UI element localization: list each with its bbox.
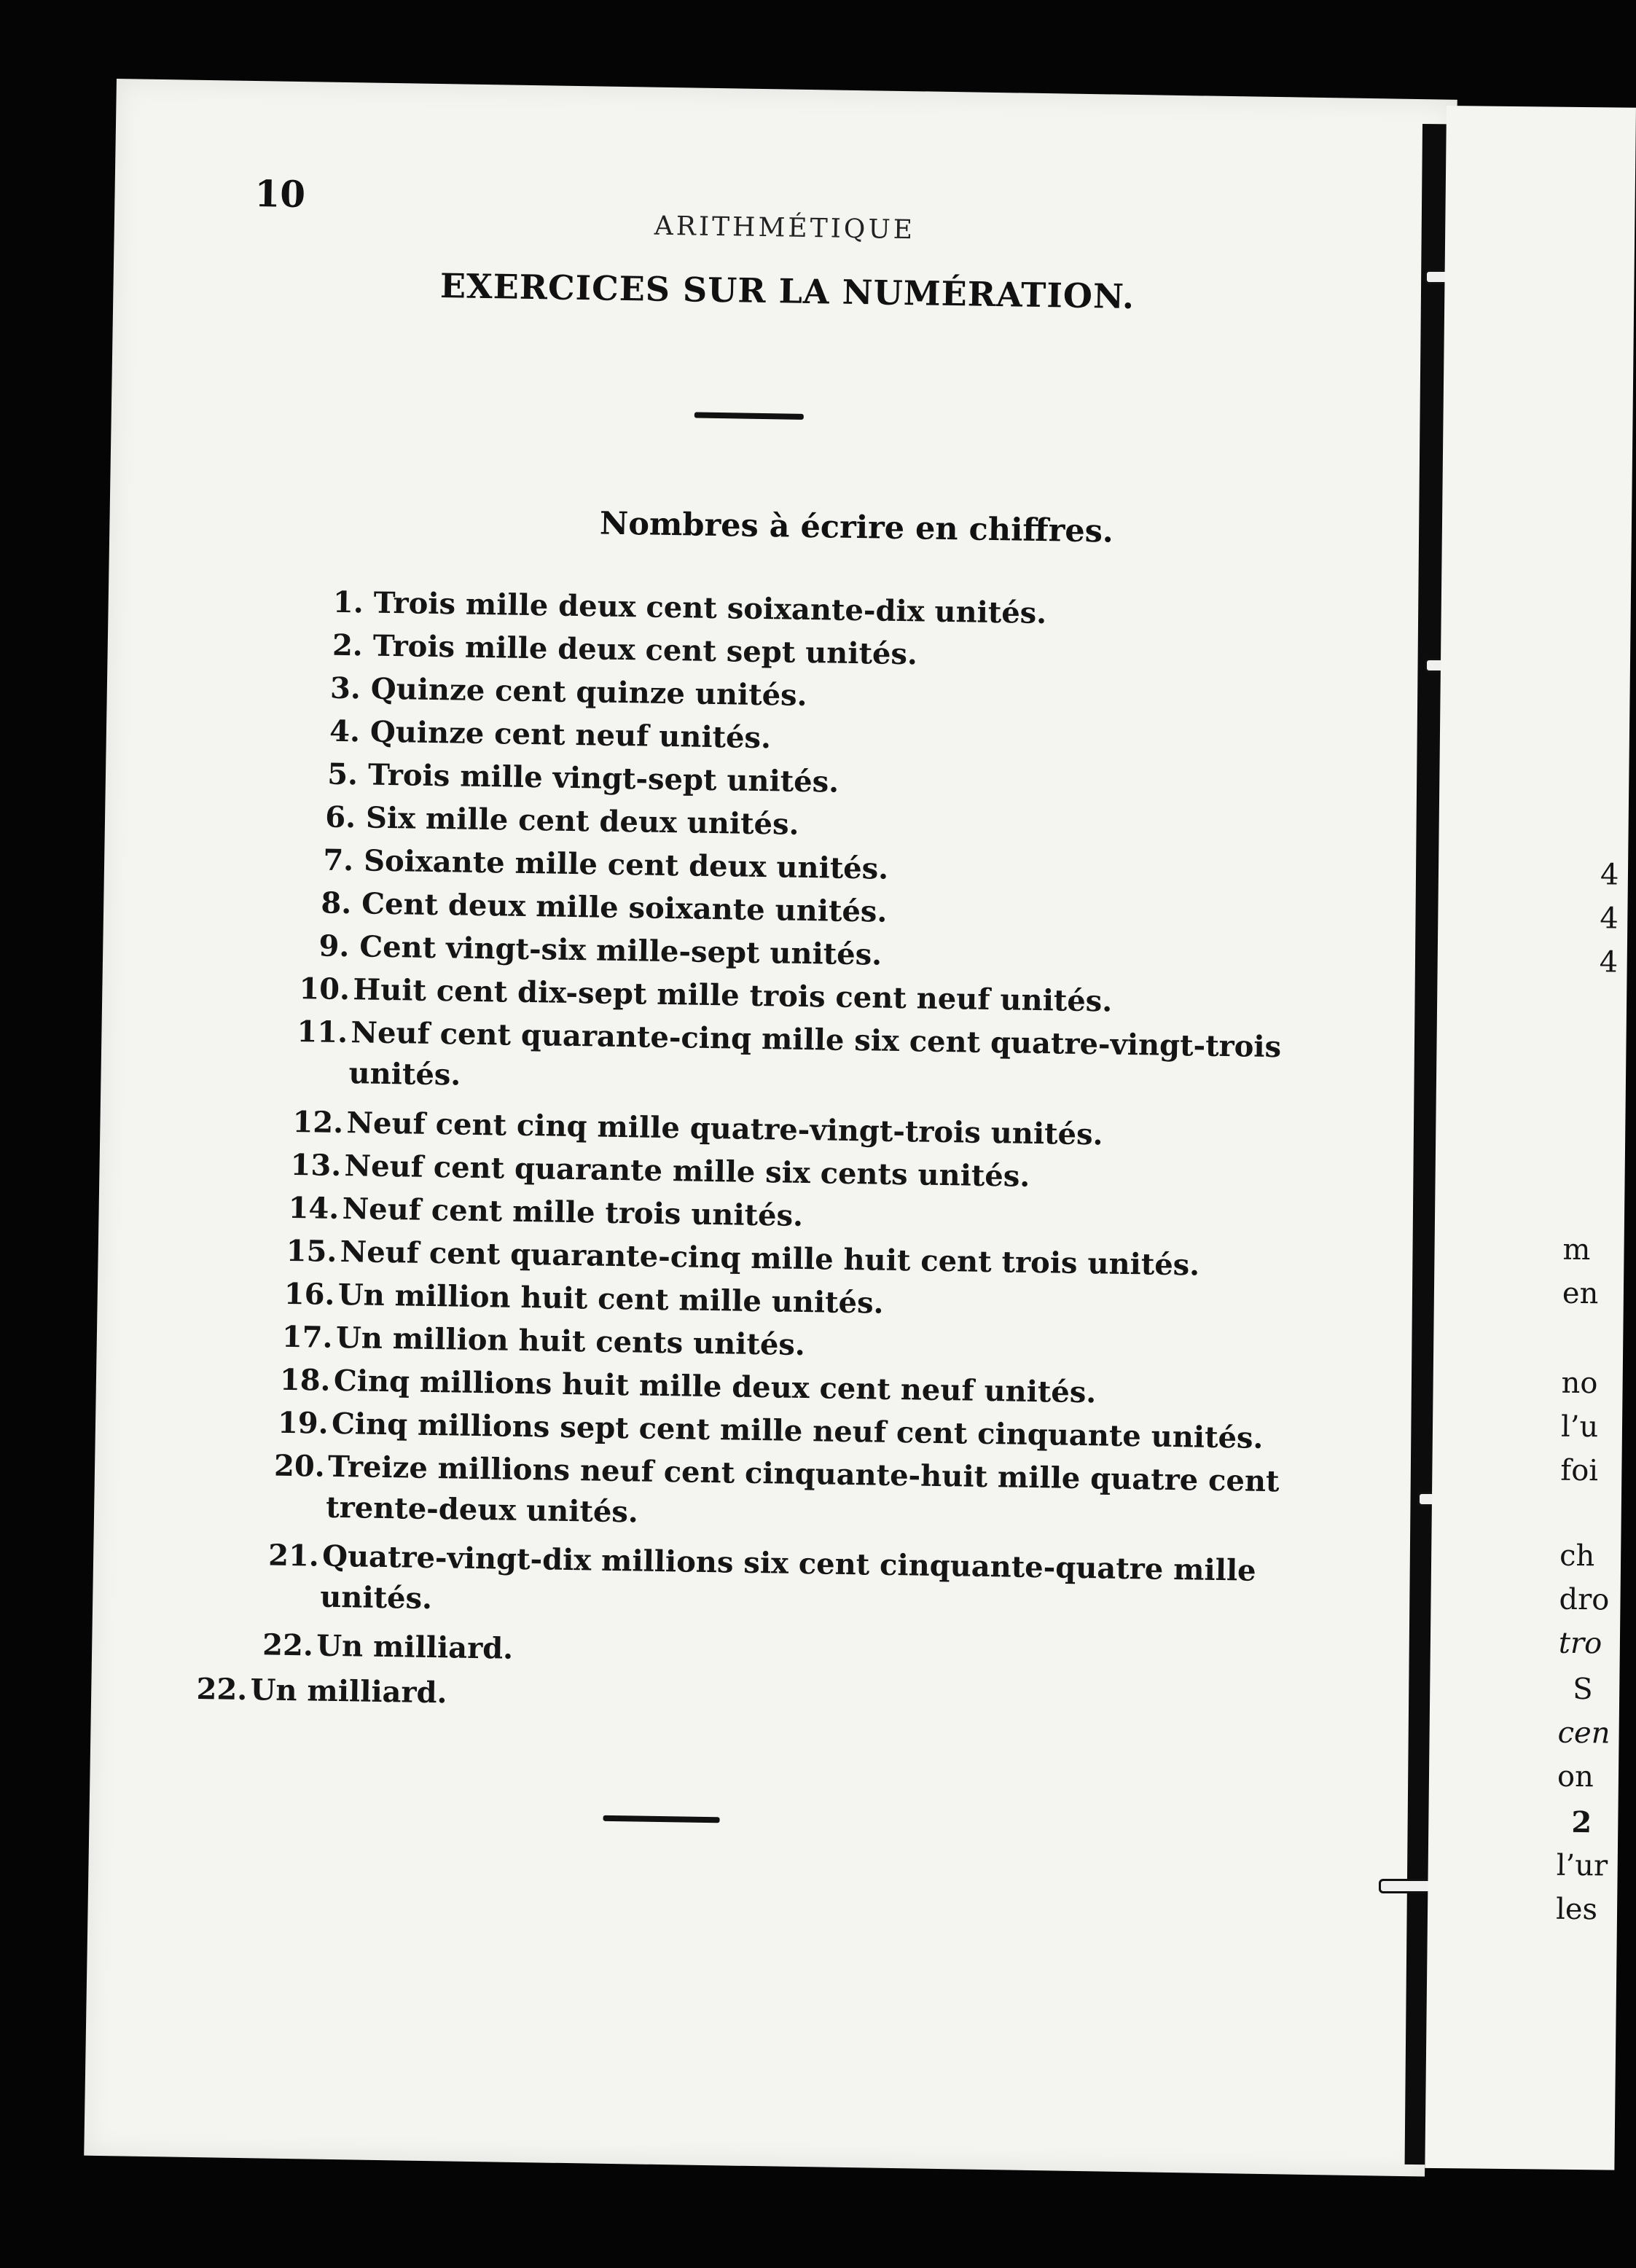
facing-fragment: 4 bbox=[1600, 902, 1619, 936]
exercise-number: 21. bbox=[267, 1538, 320, 1573]
binding-stitch bbox=[1379, 1879, 1434, 1893]
exercise-number: 5. bbox=[326, 756, 359, 792]
exercise-text: Huit cent dix-sept mille trois cent neuf unités. bbox=[353, 972, 1113, 1019]
list-item bbox=[286, 1234, 1199, 1283]
list-item bbox=[292, 1105, 1103, 1151]
exercise-text: Neuf cent quarante mille six cents unités. bbox=[344, 1149, 1030, 1194]
list-item bbox=[283, 1277, 883, 1321]
exercise-text: Six mille cent deux unités. bbox=[365, 800, 799, 842]
page-title: EXERCICES SUR LA NUMÉRATION. bbox=[439, 266, 1135, 316]
list-item bbox=[278, 1406, 1264, 1455]
facing-fragment: l’u bbox=[1560, 1409, 1599, 1444]
exercise-number: 13. bbox=[290, 1147, 342, 1184]
exercise-text: Quatre-vingt-dix millions six cent cinquante-quatre mille bbox=[321, 1538, 1256, 1588]
facing-fragment: l’ur bbox=[1556, 1848, 1608, 1883]
list-item bbox=[310, 842, 889, 885]
running-head: ARITHMÉTIQUE bbox=[654, 211, 916, 246]
exercise-number: 12. bbox=[292, 1104, 344, 1141]
facing-fragment: dro bbox=[1559, 1582, 1610, 1617]
list-item-continuation: unités. bbox=[319, 1579, 433, 1616]
list-item bbox=[314, 756, 839, 799]
list-item bbox=[288, 1191, 803, 1233]
facing-fragment: 2 bbox=[1571, 1804, 1592, 1840]
facing-fragment: no bbox=[1561, 1366, 1598, 1401]
exercise-text: Treize millions neuf cent cinquante-huit mille quatre cent bbox=[327, 1449, 1280, 1499]
list-item bbox=[268, 1538, 1256, 1588]
exercise-number: 16. bbox=[283, 1276, 335, 1312]
exercise-number: 6. bbox=[324, 799, 356, 835]
facing-fragment: les bbox=[1555, 1892, 1598, 1927]
exercise-text: Cent deux mille soixante unités. bbox=[361, 886, 888, 929]
section-title: Nombres à écrire en chiffres. bbox=[599, 505, 1114, 550]
exercise-number: 4. bbox=[329, 713, 361, 749]
exercise-number: 17. bbox=[281, 1319, 333, 1355]
facing-fragment: on bbox=[1557, 1759, 1594, 1794]
exercise-number: 15. bbox=[286, 1233, 337, 1269]
exercise-number: 1. bbox=[332, 584, 364, 620]
exercise-text: Trois mille deux cent soixante-dix unités. bbox=[373, 585, 1047, 631]
exercise-number: 2. bbox=[332, 627, 364, 663]
facing-fragment: 4 bbox=[1599, 945, 1619, 979]
exercise-number: 9. bbox=[318, 928, 350, 964]
exercise-text: Trois mille vingt-sept unités. bbox=[367, 757, 839, 799]
exercise-number: 22. bbox=[262, 1627, 314, 1663]
list-item bbox=[290, 1148, 1030, 1194]
list-item bbox=[319, 584, 1046, 630]
facing-fragment: tro bbox=[1558, 1626, 1602, 1661]
facing-fragment: S bbox=[1573, 1672, 1593, 1707]
facing-fragment: ch bbox=[1559, 1538, 1595, 1573]
exercise-text: Un milliard. bbox=[316, 1628, 514, 1666]
bottom-divider-rule bbox=[603, 1815, 720, 1823]
exercise-number: 20. bbox=[273, 1448, 326, 1484]
exercise-number: 22. bbox=[196, 1672, 248, 1708]
facing-fragment: cen bbox=[1557, 1716, 1610, 1751]
exercise-text: Neuf cent mille trois unités. bbox=[342, 1192, 804, 1233]
list-item-continuation: unités. bbox=[348, 1056, 461, 1092]
exercise-text: Soixante mille cent deux unités. bbox=[363, 843, 889, 886]
facing-page bbox=[1425, 106, 1636, 2170]
exercise-number: 11. bbox=[297, 1014, 348, 1050]
list-item bbox=[262, 1627, 514, 1665]
exercise-text: Un milliard. bbox=[250, 1673, 447, 1710]
list-item-continuation: trente-deux unités. bbox=[325, 1490, 639, 1530]
facing-fragment: en bbox=[1562, 1276, 1599, 1311]
top-divider-rule bbox=[694, 412, 804, 420]
exercise-text: Cinq millions sept cent mille neuf cent cinquante unités. bbox=[331, 1406, 1264, 1455]
list-item bbox=[308, 885, 888, 928]
page-number: 10 bbox=[254, 172, 306, 216]
exercise-text: Cent vingt-six mille-sept unités. bbox=[359, 929, 882, 972]
list-item bbox=[299, 971, 1113, 1019]
list-item bbox=[297, 1014, 1281, 1064]
exercise-text: Quinze cent neuf unités. bbox=[369, 714, 772, 756]
list-item bbox=[196, 1672, 447, 1710]
list-item bbox=[316, 713, 772, 755]
list-item bbox=[317, 670, 807, 713]
exercise-text: Un million huit cents unités. bbox=[335, 1320, 806, 1363]
exercise-text: Cinq millions huit mille deux cent neuf unités. bbox=[333, 1363, 1097, 1410]
exercise-number: 19. bbox=[277, 1405, 329, 1441]
exercise-text: Quinze cent quinze unités. bbox=[370, 671, 807, 713]
exercise-number: 10. bbox=[299, 971, 351, 1007]
exercise-text: Neuf cent cinq mille quatre-vingt-trois unités. bbox=[346, 1106, 1103, 1152]
exercise-text: Neuf cent quarante-cinq mille huit cent trois unités. bbox=[340, 1235, 1200, 1283]
exercise-number: 3. bbox=[329, 670, 361, 706]
exercise-text: Neuf cent quarante-cinq mille six cent quatre-vingt-trois bbox=[351, 1015, 1282, 1065]
exercise-number: 8. bbox=[321, 885, 352, 921]
facing-fragment: 4 bbox=[1600, 858, 1619, 892]
exercise-number: 18. bbox=[279, 1362, 331, 1398]
list-item bbox=[280, 1363, 1097, 1410]
exercise-text: Trois mille deux cent sept unités. bbox=[372, 628, 918, 672]
exercise-text: Un million huit cent mille unités. bbox=[337, 1277, 884, 1321]
facing-fragment: m bbox=[1562, 1232, 1591, 1267]
list-item bbox=[312, 799, 799, 841]
book-page bbox=[84, 79, 1457, 2177]
exercise-number: 7. bbox=[323, 842, 354, 878]
list-item bbox=[282, 1320, 806, 1362]
list-item bbox=[305, 928, 882, 971]
list-item bbox=[318, 627, 917, 671]
facing-fragment: foi bbox=[1560, 1453, 1599, 1488]
exercise-number: 14. bbox=[288, 1190, 340, 1226]
